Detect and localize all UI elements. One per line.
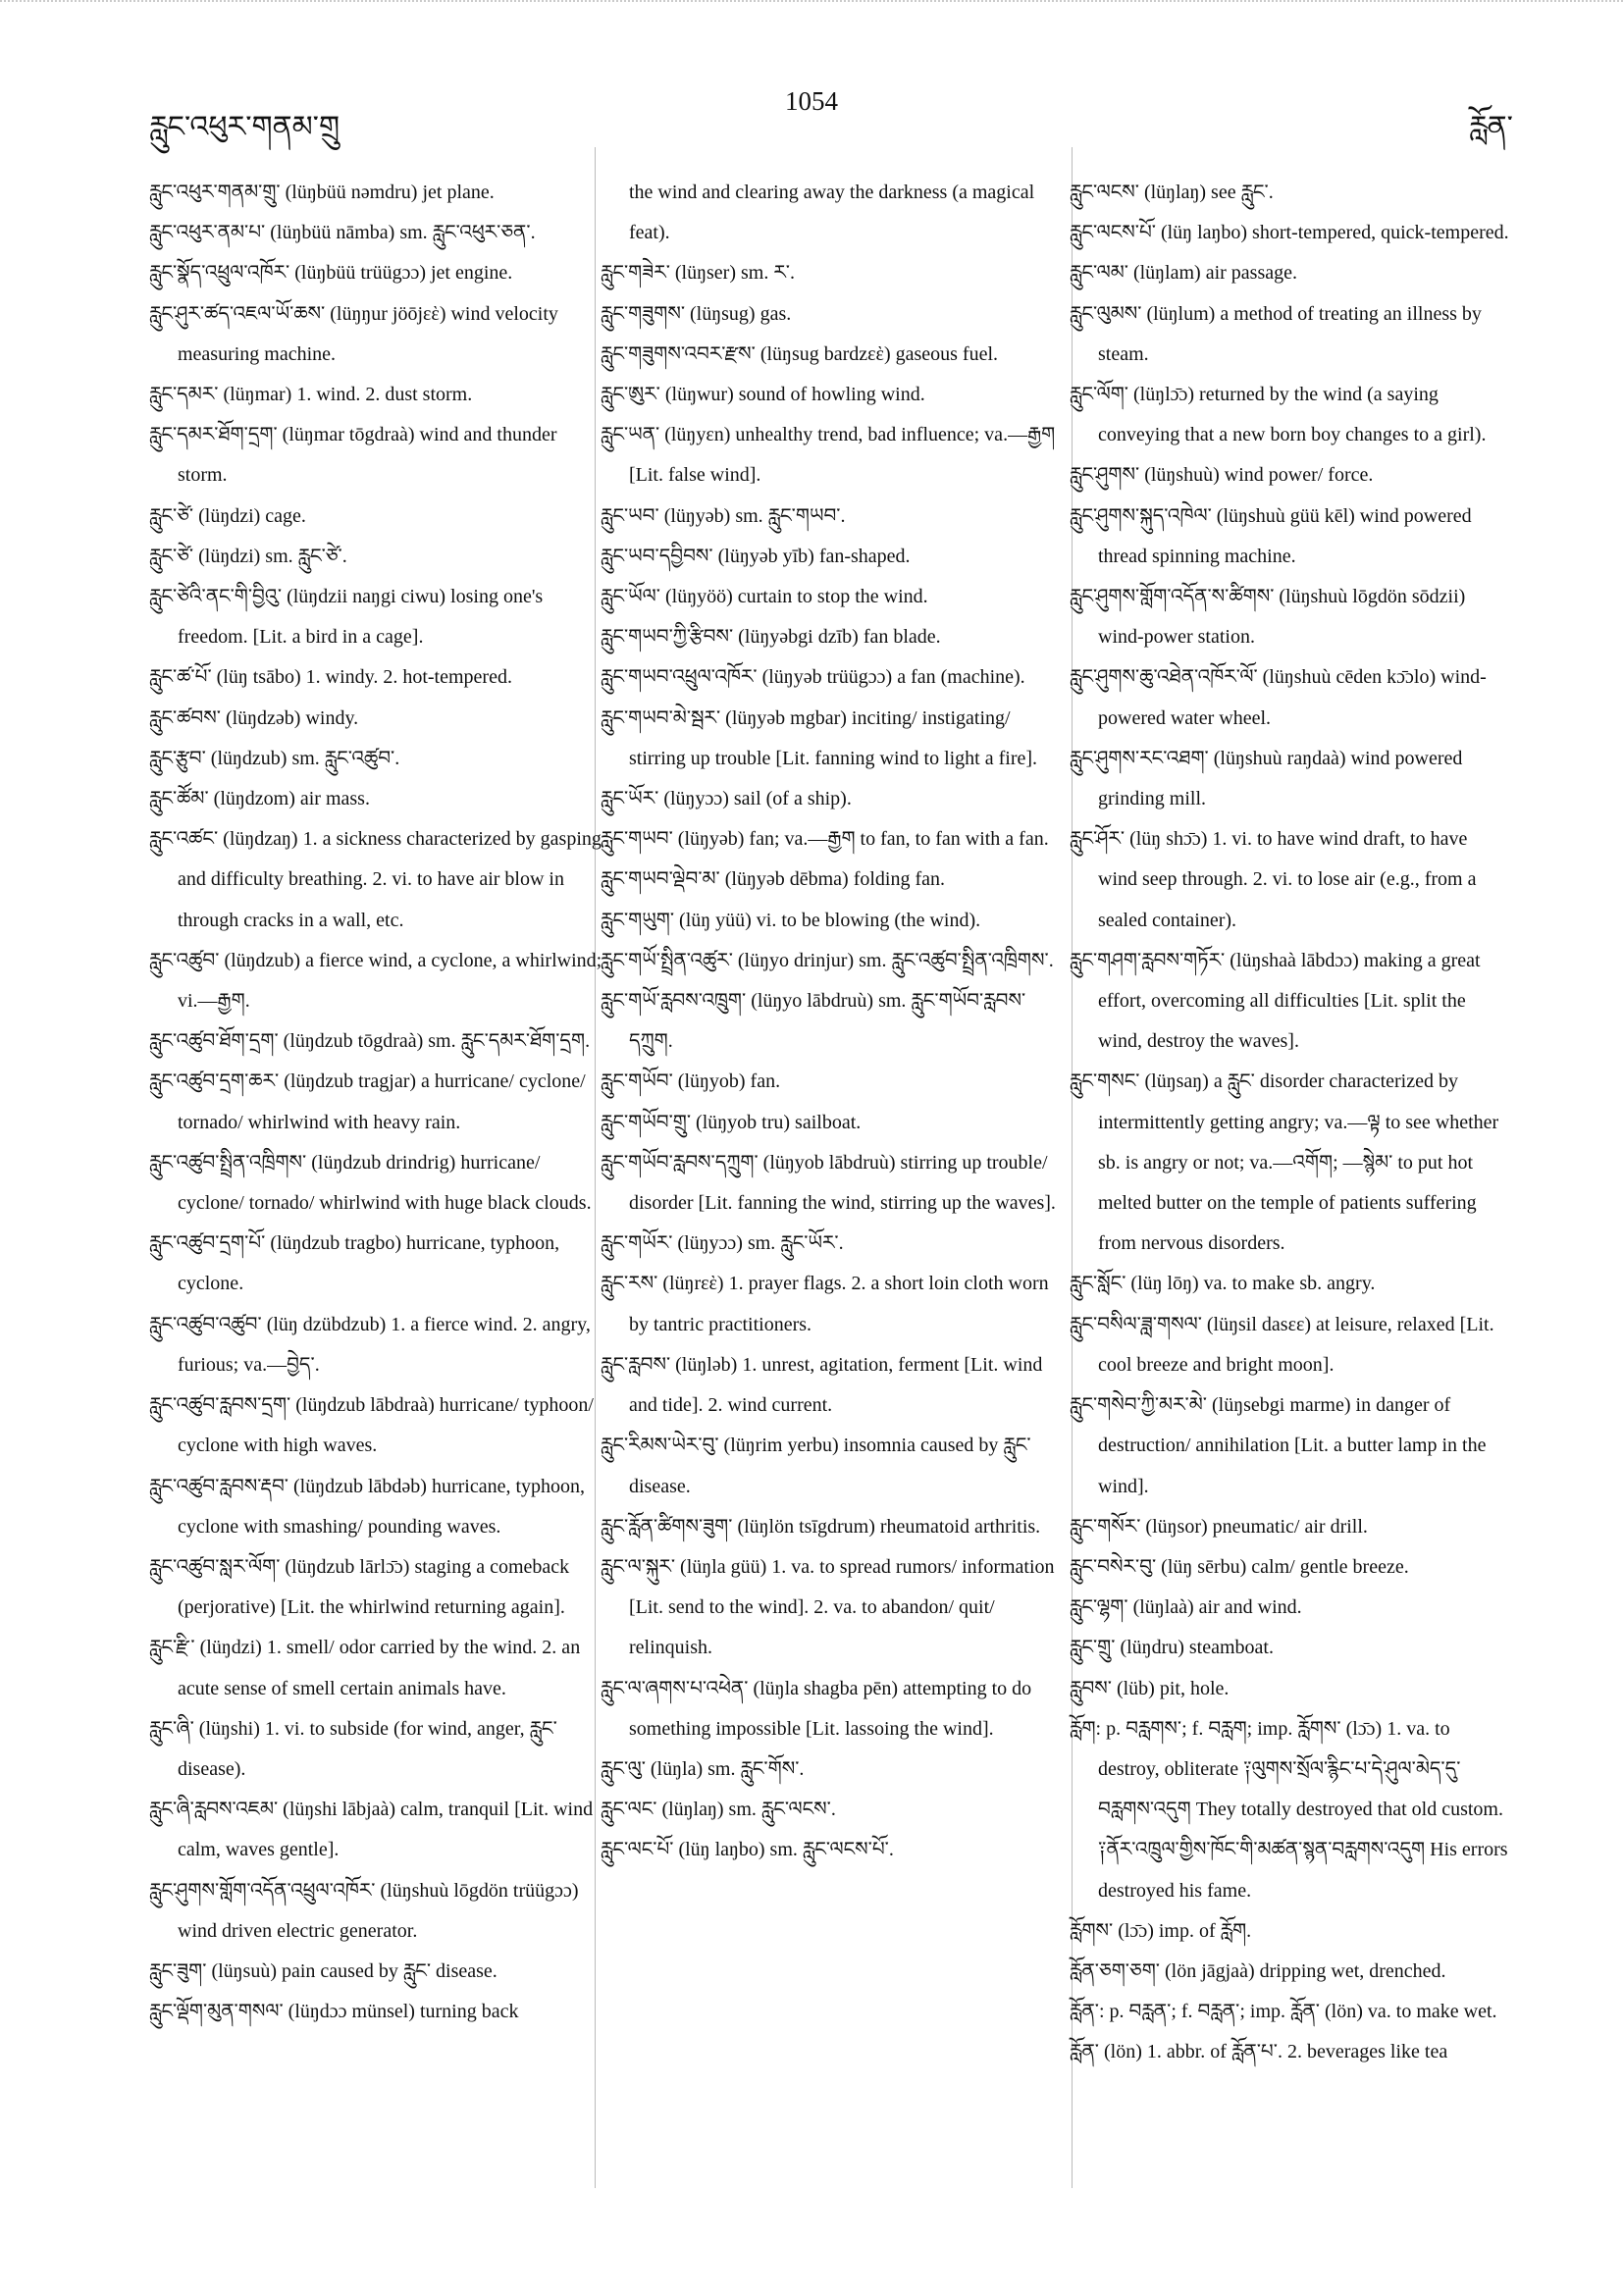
dictionary-entry: རླུང་ཙེ་ (lüŋdzi) sm. རླུང་ཙེ་. <box>149 545 347 567</box>
dictionary-entry: རློག: p. བརླགས་; f. བརླག; imp. རློགས་ (lɔ̄ɔ) 1. va. to destroy, obliterate ༑ལུགས་སྲོལ་རྙིང་པ་དེ་ཤུལ་མེད་དུ་བརླགས་འདུག They totally destroyed that old custom. ༑ནོར་འཁྲུལ་གྱིས་ཁོང་གི་མཚན་སྙན་བརླགས་འདུག His errors destroyed his fame. <box>1070 1717 1508 1902</box>
dictionary-entry: རླུང་ཚོམ་ (lüŋdzom) air mass. <box>149 788 370 810</box>
dictionary-entry: རླུང་གཤག་རླབས་གཏོར་ (lüŋshaà lābdɔɔ) making a great effort, overcoming all difficulties [Lit. split the wind, destroy the waves]. <box>1070 949 1481 1053</box>
dictionary-entry: རླུང་གཡོབ་གྲུ་ (lüŋyob tru) sailboat. <box>601 1111 862 1133</box>
dictionary-entry: རླུང་གཡབ་ལྡེབ་མ་ (lüŋyəb dēbma) folding fan. <box>601 868 946 891</box>
dictionary-entry: རླུང་དམར་ཐོག་དྲག་ (lüŋmar tōgdraà) wind and thunder storm. <box>149 424 557 487</box>
dictionary-entry: རླུང་འཚུབ་རླབས་རྡབ་ (lüŋdzub lābdəb) hurricane, typhoon, cyclone with smashing/ pounding waves. <box>149 1475 586 1538</box>
dictionary-entry: རླུང་ཡོལ་ (lüŋyöö) curtain to stop the wind. <box>601 586 928 608</box>
dictionary-entry: རླུང་འཚུབ་སླར་ལོག་ (lüŋdzub lārlɔ̄ɔ) staging a comeback (perjorative) [Lit. the whirlwind returning again]. <box>149 1555 570 1619</box>
dictionary-entry: རླུབས་ (lüb) pit, hole. <box>1070 1677 1230 1699</box>
dictionary-entry: རླུང་འཚུབ་འཚུབ་ (lüŋ dzübdzub) 1. a fierce wind. 2. angry, furious; va.—བྱེད་. <box>149 1313 591 1376</box>
dictionary-entry: རླུང་བསེར་བུ་ (lüŋ sērbu) calm/ gentle breeze. <box>1070 1555 1409 1578</box>
guide-word-right: རློན་ <box>1469 110 1513 144</box>
dictionary-entry: རླུང་ལུམས་ (lüŋlum) a method of treating an illness by steam. <box>1070 302 1482 365</box>
dictionary-entry: རླུང་འཕུར་གནམ་གྲུ་ (lüŋbüü nəmdru) jet plane. <box>149 182 495 203</box>
page-header <box>0 80 1623 144</box>
dictionary-entry: རླུང་གསོར་ (lüŋsor) pneumatic/ air drill. <box>1070 1515 1368 1538</box>
dictionary-entry: རླུང་རླབས་ (lüŋləb) 1. unrest, agitation, ferment [Lit. wind and tide]. 2. wind current. <box>601 1353 1043 1417</box>
dictionary-entry: རླུང་གསང་ (lüŋsaŋ) a རླུང་ disorder characterized by intermittently getting angry; va.—ལྟ to see whether sb. is angry or not; va.—འགོག; —སྙེམ་ to put hot melted butter on the temple of patients suffering from nervous disorders. <box>1070 1070 1499 1255</box>
dictionary-entry: རླུང་ཚབས་ (lüŋdzəb) windy. <box>149 706 359 729</box>
dictionary-entry: རློན་: p. བརླན་; f. བརླན་; imp. རློན་ (lön) va. to make wet. <box>1070 2001 1497 2023</box>
dictionary-entry: རླུང་ཚ་པོ་ (lüŋ tsābo) 1. windy. 2. hot-tempered. <box>149 666 512 689</box>
dictionary-entry: རླུང་གཡོར་ (lüŋyɔɔ) sm. རླུང་ཡོར་. <box>601 1232 844 1255</box>
dictionary-entry: རླུང་ཡབ་དབྱིབས་ (lüŋyəb yīb) fan-shaped. <box>601 545 911 567</box>
dictionary-entry: རླུང་འཕུར་ནམ་པ་ (lüŋbüü nāmba) sm. རླུང་འཕུར་ཅན་. <box>149 222 536 244</box>
dictionary-entry: རླུང་ཤུགས་ཆུ་འཐེན་འཁོར་ལོ་ (lüŋshuù cēden kɔ̄ɔlo) wind-powered water wheel. <box>1070 666 1487 729</box>
dictionary-entry: རླུང་གཡབ་ཀྱི་རྩིབས་ (lüŋyəbgi dzīb) fan blade. <box>601 626 941 649</box>
scan-top-edge <box>0 0 1623 10</box>
dictionary-entry: རླུང་ཞི་ (lüŋshi) 1. vi. to subside (for wind, anger, རླུང་ disease). <box>149 1717 557 1780</box>
dictionary-entry: རླུང་འཚུབ་ (lüŋdzub) a fierce wind, a cyclone, a whirlwind; vi.—རྒྱག. <box>149 949 602 1013</box>
dictionary-entry: རླུང་གཟུགས་ (lüŋsug) gas. <box>601 302 792 325</box>
dictionary-entry: རླུང་ལངས་ (lüŋlaŋ) see རླུང་. <box>1070 182 1274 203</box>
dictionary-entry: རླུང་ཤོར་ (lüŋ shɔ̄ɔ) 1. vi. to have wind draft, to have wind seep through. 2. vi. to lose air (e.g., from a sealed container). <box>1070 828 1477 931</box>
dictionary-entry: རློན་ཅག་ཅག་ (lön jāgjaà) dripping wet, drenched. <box>1070 1959 1446 1982</box>
dictionary-entry: རླུང་ཞི་རླབས་འཇམ་ (lüŋshi lābjaà) calm, tranquil [Lit. wind calm, waves gentle]. <box>149 1799 594 1861</box>
dictionary-entry: རླུང་རས་ (lüŋrεὲ) 1. prayer flags. 2. a short loin cloth worn by tantric practitioners. <box>601 1273 1049 1335</box>
dictionary-entry: རླུང་སློང་ (lüŋ lōŋ) va. to make sb. angry. <box>1070 1273 1376 1295</box>
dictionary-entry: རླུང་གཡབ་འཕྲུལ་འཁོར་ (lüŋyəb trüügɔɔ) a fan (machine). <box>601 666 1025 689</box>
dictionary-entry: རླུང་རྫི་ (lüŋdzi) 1. smell/ odor carried by the wind. 2. an acute sense of smell certain animals have. <box>149 1637 581 1699</box>
dictionary-entry: རླུང་ཡབ་ (lüŋyəb) sm. རླུང་གཡབ་. <box>601 504 846 527</box>
dictionary-entry: རླུང་གཡོ་སྤྲིན་འཚུར་ (lüŋyo drinjur) sm. རླུང་འཚུབ་སྤྲིན་འཁྲིགས་. <box>601 949 1054 971</box>
dictionary-entry: རླུང་ཤུར་ཚད་འཇལ་ཡོ་ཆས་ (lüŋŋur jöōjεὲ) wind velocity measuring machine. <box>149 302 558 365</box>
dictionary-entry: རླུང་གཡོབ་རླབས་དཀྲུག་ (lüŋyob lābdruù) stirring up trouble/ disorder [Lit. fanning the wind, stirring up the waves]. <box>601 1151 1056 1215</box>
dictionary-entry: རླུང་ལྡོག་མུན་གསལ་ (lüŋdɔɔ münsel) turning back <box>149 2001 519 2023</box>
dictionary-entry: རླུང་འཚུབ་དྲག་ཆར་ (lüŋdzub tragjar) a hurricane/ cyclone/ tornado/ whirlwind with heavy rain. <box>149 1070 586 1133</box>
dictionary-entry: རླུང་ལངས་པོ་ (lüŋ laŋbo) short-tempered, quick-tempered. <box>1070 222 1509 244</box>
dictionary-entry: རླུང་གཡུག་ (lüŋ yüü) vi. to be blowing (the wind). <box>601 909 981 931</box>
dictionary-entry: རླུང་ཙེ་ (lüŋdzi) cage. <box>149 504 306 527</box>
dictionary-entry: རླུང་ཡོར་ (lüŋyɔɔ) sail (of a ship). <box>601 788 852 810</box>
dictionary-entry: རླུང་འཚུབ་སྤྲིན་འཁྲིགས་ (lüŋdzub drindrig) hurricane/ cyclone/ tornado/ whirlwind with huge black clouds. <box>149 1151 592 1215</box>
dictionary-entry: རླུང་གཟེར་ (lüŋser) sm. ར་. <box>601 262 795 285</box>
dictionary-entry: རླུང་གཡོབ་ (lüŋyob) fan. <box>601 1070 781 1093</box>
dictionary-column-1 <box>149 173 606 2032</box>
dictionary-entry: རླུང་གྲུ་ (lüŋdru) steamboat. <box>1070 1637 1274 1659</box>
dictionary-entry: རླུང་གཡབ་ (lüŋyəb) fan; va.—རྒྱག to fan, to fan with a fan. <box>601 828 1049 851</box>
dictionary-entry: རླུང་འཚུབ་རླབས་དྲག་ (lüŋdzub lābdraà) hurricane/ typhoon/ cyclone with high waves. <box>149 1394 594 1457</box>
dictionary-entry: རླུང་འཚང་ (lüŋdzaŋ) 1. a sickness characterized by gasping and difficulty breathing. 2. vi. to have air blow in through cracks in a wall, etc. <box>149 828 602 931</box>
dictionary-entry: རླུང་གཡོ་རླབས་འཁྲུག་ (lüŋyo lābdruù) sm. རླུང་གཡོབ་རླབས་དཀྲུག. <box>601 990 1026 1053</box>
dictionary-entry: རླུང་ལུ་ (lüŋla) sm. རླུང་གོས་. <box>601 1757 805 1780</box>
dictionary-column-2 <box>601 173 1062 1871</box>
dictionary-entry: རླུང་ཤུགས་རང་འཐག་ (lüŋshuù raŋdaà) wind powered grinding mill. <box>1070 747 1463 810</box>
dictionary-entry: རླུང་ལང་ (lüŋlaŋ) sm. རླུང་ལངས་. <box>601 1799 836 1821</box>
dictionary-entry: རླུང་གཟུགས་འབར་རྫས་ (lüŋsug bardzεὲ) gaseous fuel. <box>601 342 999 365</box>
dictionary-entry: རླུང་ལ་ཞགས་པ་འཕེན་ (lüŋla shagba pēn) attempting to do something impossible [Lit. lassoing the wind]. <box>601 1677 1032 1740</box>
dictionary-entry: རླུང་སྣོད་འཕྲུལ་འཁོར་ (lüŋbüü trüügɔɔ) jet engine. <box>149 262 513 285</box>
dictionary-column-3 <box>1070 173 1511 2073</box>
dictionary-entry: རླུང་ཨུར་ (lüŋwur) sound of howling wind. <box>601 384 925 406</box>
dictionary-entry: རླུང་འཚུབ་ཐོག་དྲག་ (lüŋdzub tōgdraà) sm. རླུང་དམར་ཐོག་དྲག. <box>149 1030 591 1053</box>
dictionary-entry: རླུང་ཤུགས་སྐུད་འཁེལ་ (lüŋshuù güü kēl) wind powered thread spinning machine. <box>1070 504 1472 567</box>
dictionary-entry: རླུང་ལ་སྐུར་ (lüŋla güü) 1. va. to spread rumors/ information [Lit. send to the wind]. 2. va. to abandon/ quit/ relinquish. <box>601 1555 1055 1659</box>
dictionary-entry: རླུང་ཤུགས་གློག་འདོན་ས་ཚིགས་ (lüŋshuù lōgdön sōdzii) wind-power station. <box>1070 586 1466 649</box>
dictionary-entry: རླུང་རྩུབ་ (lüŋdzub) sm. རླུང་འཚུབ་. <box>149 747 400 769</box>
dictionary-entry: རླུང་ཡན་ (lüŋyεn) unhealthy trend, bad influence; va.—རྒྱག [Lit. false wind]. <box>601 424 1056 487</box>
dictionary-entry: རླུང་གཡབ་མེ་སྦར་ (lüŋyəb mgbar) inciting/ instigating/ stirring up trouble [Lit. fanning wind to light a fire]. <box>601 706 1038 769</box>
dictionary-entry: རློན་ (lön) 1. abbr. of རློན་པ་. 2. beverages like tea <box>1070 2041 1448 2063</box>
dictionary-entry: རླུང་འཚུབ་དྲག་པོ་ (lüŋdzub tragbo) hurricane, typhoon, cyclone. <box>149 1232 560 1295</box>
dictionary-entry: རླུང་རློན་ཚིགས་ཟུག་ (lüŋlön tsīgdrum) rheumatoid arthritis. <box>601 1515 1041 1538</box>
dictionary-entry: རླུང་ལྷག་ (lüŋlaà) air and wind. <box>1070 1596 1302 1619</box>
dictionary-entry: the wind and clearing away the darkness (a magical feat). <box>629 182 1035 244</box>
dictionary-entry: རླུང་ཤུགས་གློག་འདོན་འཕྲུལ་འཁོར་ (lüŋshuù lōgdön trüügɔɔ) wind driven electric generator. <box>149 1879 579 1942</box>
dictionary-entry: རླུང་ལོག་ (lüŋlɔ̄ɔ) returned by the wind (a saying conveying that a new born boy changes to a girl). <box>1070 384 1487 446</box>
guide-word-left: རླུང་འཕུར་གནམ་གྲུ <box>149 110 340 144</box>
dictionary-entry: རླུང་དམར་ (lüŋmar) 1. wind. 2. dust storm. <box>149 384 473 406</box>
dictionary-entry: རློགས་ (lɔ̄ɔ) imp. of རློག. <box>1070 1919 1252 1942</box>
dictionary-entry: རླུང་ལང་པོ་ (lüŋ laŋbo) sm. རླུང་ལངས་པོ་. <box>601 1839 894 1861</box>
page-number: 1054 <box>785 86 838 116</box>
dictionary-entry: རླུང་ཙེའི་ནང་གི་བྱིའུ་ (lüŋdzii naŋgi ciwu) losing one's freedom. [Lit. a bird in a cage]. <box>149 586 544 649</box>
dictionary-entry: རླུང་ལམ་ (lüŋlam) air passage. <box>1070 262 1297 285</box>
dictionary-entry: རླུང་ཟུག་ (lüŋsuù) pain caused by རླུང་ disease. <box>149 1959 497 1982</box>
dictionary-entry: རླུང་བསིལ་ཟླ་གསལ་ (lüŋsil dasεε) at leisure, relaxed [Lit. cool breeze and bright moon]. <box>1070 1313 1494 1376</box>
dictionary-entry: རླུང་རིམས་ཡེར་བུ་ (lüŋrim yerbu) insomnia caused by རླུང་ disease. <box>601 1435 1031 1497</box>
dictionary-entry: རླུང་ཤུགས་ (lüŋshuù) wind power/ force. <box>1070 464 1374 487</box>
dictionary-entry: རླུང་གསེབ་ཀྱི་མར་མེ་ (lüŋsebgi marme) in danger of destruction/ annihilation [Lit. a butter lamp in the wind]. <box>1070 1394 1487 1497</box>
